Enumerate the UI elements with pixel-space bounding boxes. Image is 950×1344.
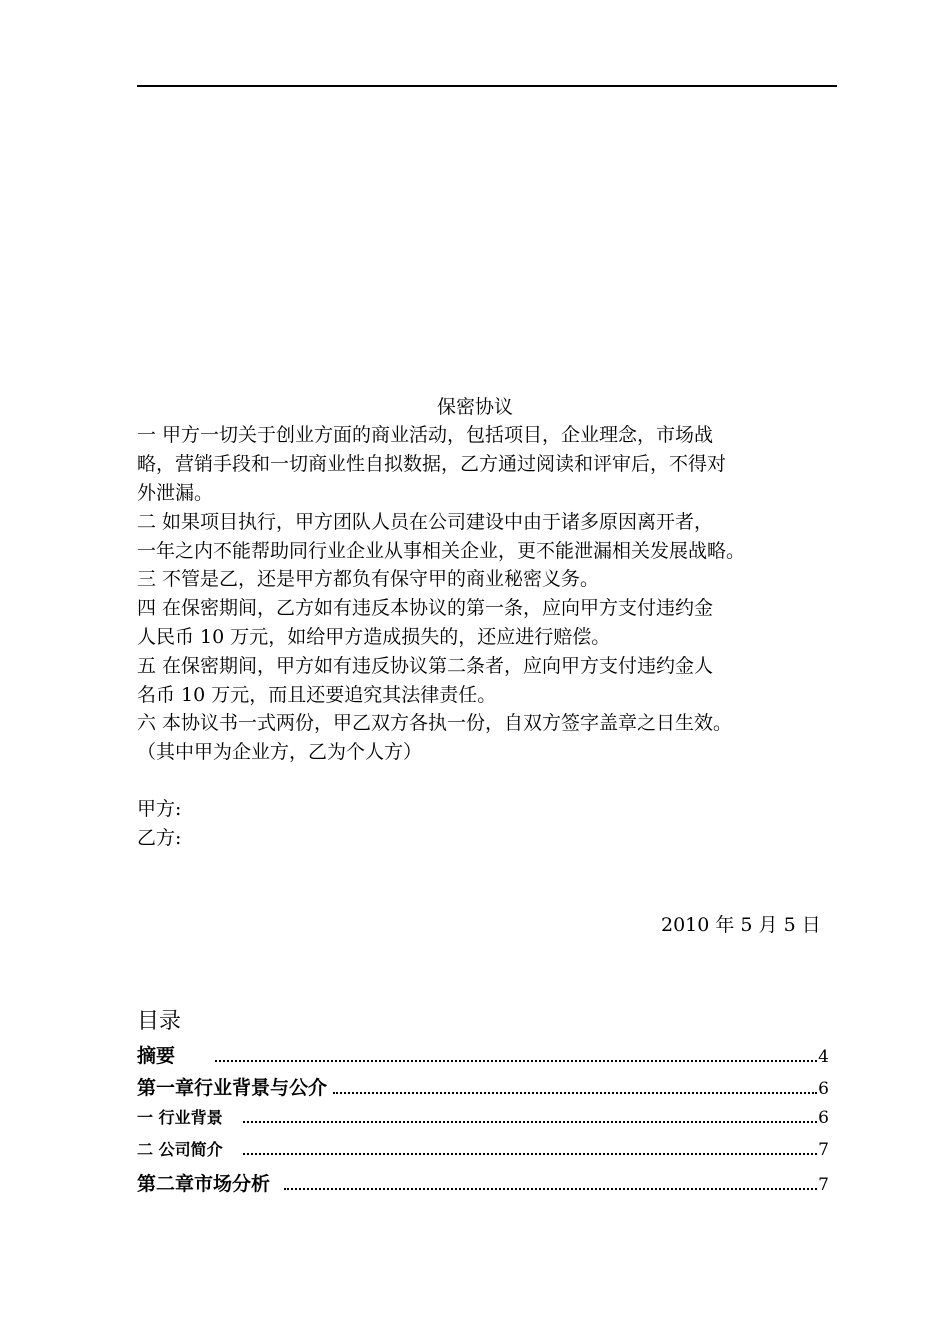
toc-heading: 目录: [137, 1009, 182, 1034]
clause-6-line-2: （其中甲为企业方，乙为个人方）: [137, 741, 423, 763]
party-a-signature-label: 甲方:: [137, 798, 182, 820]
clause-1-line-1: 一 甲方一切关于创业方面的商业活动，包括项目，企业理念，市场战: [137, 424, 714, 446]
header-rule: [137, 85, 837, 87]
clause-2-line-2: 一年之内不能帮助同行业企业从事相关企业，更不能泄漏相关发展战略。: [137, 540, 746, 562]
toc-entry-chapter-2[interactable]: [137, 1169, 829, 1197]
toc-entry-label: 二 公司简介: [137, 1140, 223, 1159]
clause-1-line-3: 外泄漏。: [137, 482, 214, 504]
toc-entry-page: 7: [818, 1175, 829, 1195]
toc-entry-company-profile[interactable]: [137, 1137, 829, 1165]
toc-leader-dots: [333, 1092, 817, 1094]
toc-leader-dots: [215, 1060, 817, 1062]
toc-entry-industry-background[interactable]: [137, 1105, 829, 1133]
toc-entry-page: 7: [818, 1140, 829, 1160]
toc-entry-page: 6: [818, 1079, 829, 1099]
toc-entry-abstract[interactable]: [137, 1041, 829, 1069]
clause-6-line-1: 六 本协议书一式两份，甲乙双方各执一份，自双方签字盖章之日生效。: [137, 712, 733, 734]
toc-leader-dots: [243, 1121, 818, 1123]
clause-3-line-1: 三 不管是乙，还是甲方都负有保守甲的商业秘密义务。: [137, 568, 600, 590]
clause-2-line-1: 二 如果项目执行，甲方团队人员在公司建设中由于诸多原因离开者，: [137, 511, 714, 533]
clause-1-line-2: 略，营销手段和一切商业性自拟数据，乙方通过阅读和评审后，不得对: [137, 453, 727, 475]
toc-entry-page: 4: [818, 1047, 829, 1067]
toc-leader-dots: [284, 1188, 817, 1190]
agreement-date: 2010 年 5 月 5 日: [661, 914, 821, 936]
clause-5-line-2: 名币 10 万元，而且还要追究其法律责任。: [137, 684, 497, 706]
clause-5-line-1: 五 在保密期间，甲方如有违反协议第二条者，应向甲方支付违约金人: [137, 655, 714, 677]
toc-entry-label: 第一章行业背景与公介: [137, 1077, 328, 1099]
toc-leader-dots: [243, 1153, 818, 1155]
party-b-signature-label: 乙方:: [137, 827, 182, 849]
clause-4-line-2: 人民币 10 万元，如给甲方造成损失的，还应进行赔偿。: [137, 626, 611, 648]
clause-4-line-1: 四 在保密期间，乙方如有违反本协议的第一条，应向甲方支付违约金: [137, 597, 714, 619]
toc-entry-chapter-1[interactable]: [137, 1073, 829, 1101]
agreement-title: 保密协议: [436, 396, 513, 418]
toc-entry-label: 一 行业背景: [137, 1108, 223, 1127]
toc-entry-label: 第二章市场分析: [137, 1173, 271, 1195]
toc-entry-label: 摘要: [137, 1045, 176, 1067]
toc-entry-page: 6: [818, 1108, 829, 1128]
